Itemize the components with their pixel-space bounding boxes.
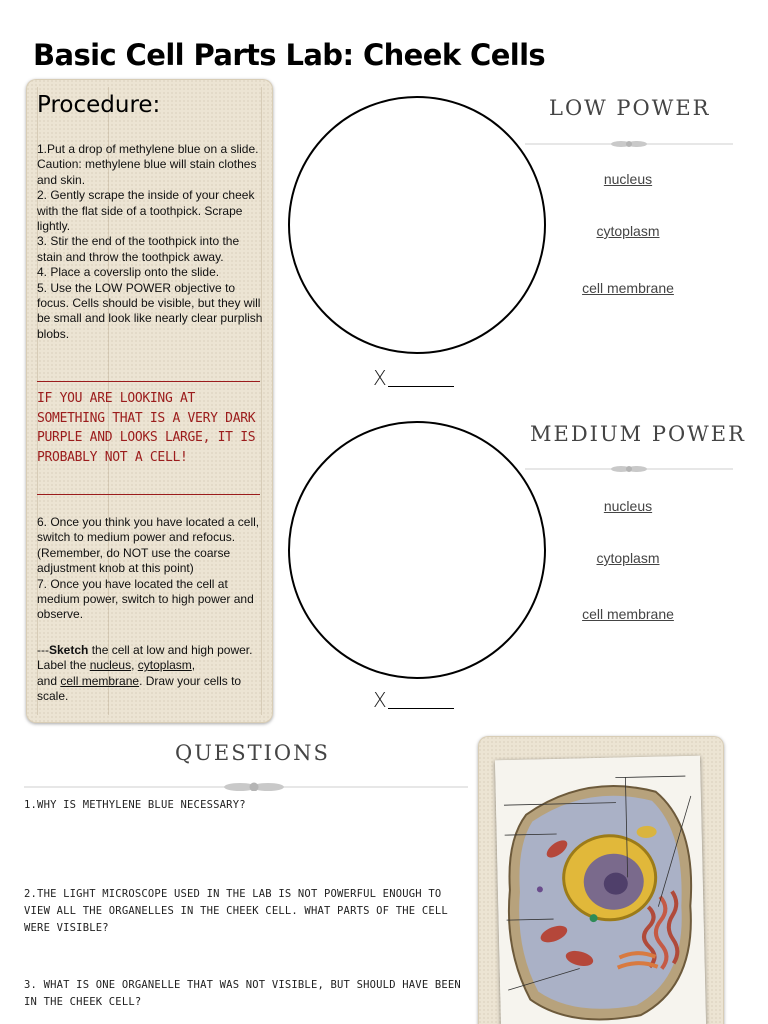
low-power-label-nucleus: nucleus [603, 171, 653, 187]
mag-blank[interactable] [388, 386, 454, 387]
sketch-instructions [37, 643, 265, 705]
warning-bottom-rule [37, 494, 260, 495]
procedure-steps-text-2: 6. Once you think you have located a cell, switch to medium power and refocus. (Remember, do NOT use the coarse adjustment knob at this point) 7. Once you have located the cell at medium power, switch to high power and observe. [37, 515, 260, 622]
low-power-label-cytoplasm: cytoplasm [596, 223, 660, 239]
question-3: 3. WHAT IS ONE ORGANELLE THAT WAS NOT VISIBLE, BUT SHOULD HAVE BEEN IN THE CHEEK CELL? [24, 979, 461, 1008]
procedure-steps-text: 1.Put a drop of methylene blue on a slide. Caution: methylene blue will stain clothes and skin. 2. Gently scrape the inside of your cheek with the flat side of a toothpick. Scrape lightly. 3. Stir the end of the toothpick into the stain and throw the toothpick away. 4. Place a coverslip onto the slide. 5. Use the LOW POWER objective to focus. Cells should be visible, but they will be small and look like nearly clear purplish blobs. [37, 142, 263, 341]
low-power-heading: LOW POWER [549, 96, 711, 120]
question-1: 1.WHY IS METHYLENE BLUE NECESSARY? [24, 799, 246, 811]
medium-power-label-cytoplasm: cytoplasm [596, 550, 660, 566]
procedure-steps-2 [37, 515, 265, 623]
mag-prefix-2: X [373, 688, 387, 712]
sketch-text-3: . Draw your cells to scale. [37, 673, 242, 704]
sketch-text-2: , and [37, 658, 196, 688]
medium-power-heading: MEDIUM POWER [530, 422, 746, 446]
page-title: Basic Cell Parts Lab: Cheek Cells [33, 38, 546, 72]
low-power-flourish [525, 139, 733, 149]
sketch-membrane: cell membrane [60, 673, 140, 688]
mag-prefix: X [373, 366, 387, 390]
medium-power-label-membrane: cell membrane [582, 606, 674, 622]
low-power-label-membrane: cell membrane [582, 280, 674, 296]
sketch-text-1: the cell at low and high power. Label the [37, 643, 253, 673]
procedure-steps-1 [37, 142, 265, 342]
warning-text: IF YOU ARE LOOKING AT SOMETHING THAT IS A VERY DARK PURPLE AND LOOKS LARGE, IT IS PROBABLY NOT A CELL! [37, 391, 256, 465]
low-power-drawing-circle[interactable] [288, 96, 546, 354]
questions-heading: QUESTIONS [175, 741, 330, 765]
mag-blank-2[interactable] [388, 708, 454, 709]
sketch-nucleus: nucleus [89, 658, 132, 673]
medium-power-label-nucleus: nucleus [603, 498, 653, 514]
sketch-cytoplasm: cytoplasm [137, 658, 192, 673]
medium-power-drawing-circle[interactable] [288, 421, 546, 679]
sketch-bold: Sketch [49, 643, 89, 657]
question-2: 2.THE LIGHT MICROSCOPE USED IN THE LAB IS NOT POWERFUL ENOUGH TO VIEW ALL THE ORGANELLES IN THE CHEEK CELL. WHAT PARTS OF THE CELL WERE VISIBLE? [24, 888, 448, 934]
medium-power-flourish [525, 464, 733, 474]
cell-diagram-illustration [495, 756, 706, 1024]
medium-power-magnification[interactable] [373, 688, 454, 712]
procedure-heading: Procedure: [37, 92, 161, 118]
warning-top-rule [37, 381, 260, 382]
sketch-prefix: --- [37, 643, 49, 657]
cell-diagram-photo [495, 756, 706, 1024]
sketch-comma: , [131, 658, 138, 673]
questions-flourish [24, 781, 468, 791]
low-power-magnification[interactable] [373, 366, 454, 390]
